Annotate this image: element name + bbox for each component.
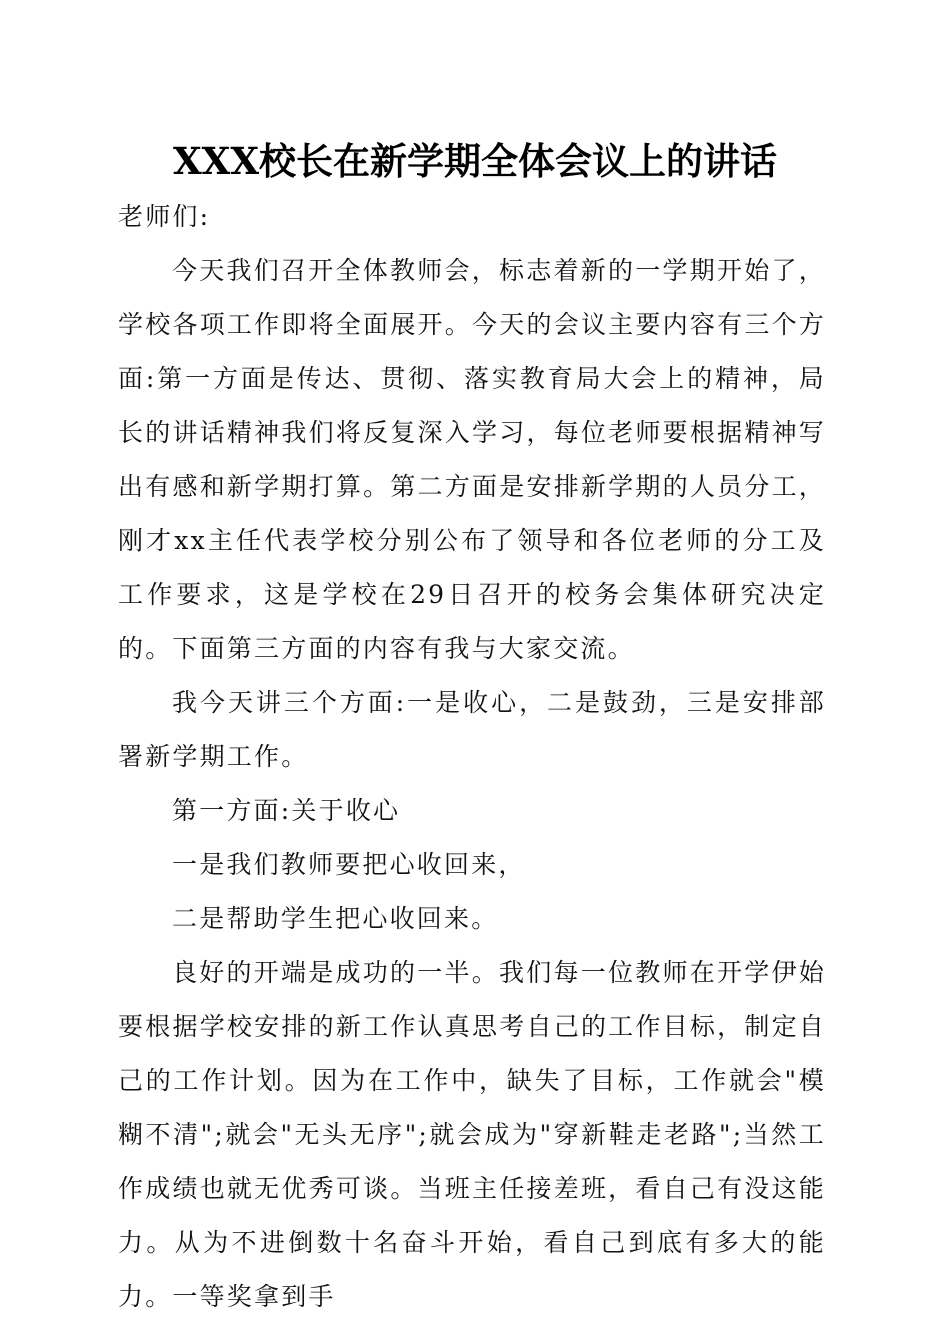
paragraph: 良好的开端是成功的一半。我们每一位教师在开学伊始要根据学校安排的新工作认真思考自己的工作目标，制定自己的工作计划。因为在工作中，缺失了目标，工作就会"模糊不清";就会"无头无序";就会成为"穿新鞋走老路";当然工作成绩也就无优秀可谈。当班主任接差班，看自己有没这能力。从为不进倒数十名奋斗开始，看自己到底有多大的能力。一等奖拿到手 bbox=[118, 958, 826, 1311]
list-item: 一是我们教师要把心收回来， bbox=[172, 850, 526, 879]
document-title: XXX校长在新学期全体会议上的讲话 bbox=[172, 139, 778, 183]
section-heading: 第一方面:关于收心 bbox=[172, 796, 401, 825]
salutation: 老师们: bbox=[118, 202, 211, 231]
paragraph: 我今天讲三个方面:一是收心，二是鼓劲，三是安排部署新学期工作。 bbox=[118, 688, 826, 771]
list-item: 二是帮助学生把心收回来。 bbox=[172, 904, 499, 933]
paragraph: 今天我们召开全体教师会，标志着新的一学期开始了，学校各项工作即将全面展开。今天的会议主要内容有三个方面:第一方面是传达、贯彻、落实教育局大会上的精神，局长的讲话精神我们将反复深入学习，每位老师要根据精神写出有感和新学期打算。第二方面是安排新学期的人员分工，刚才xx主任代表学校分别公布了领导和各位老师的分工及工作要求，这是学校在29日召开的校务会集体研究决定的。下面第三方面的内容有我与大家交流。 bbox=[118, 256, 826, 663]
document-body bbox=[118, 190, 826, 1324]
